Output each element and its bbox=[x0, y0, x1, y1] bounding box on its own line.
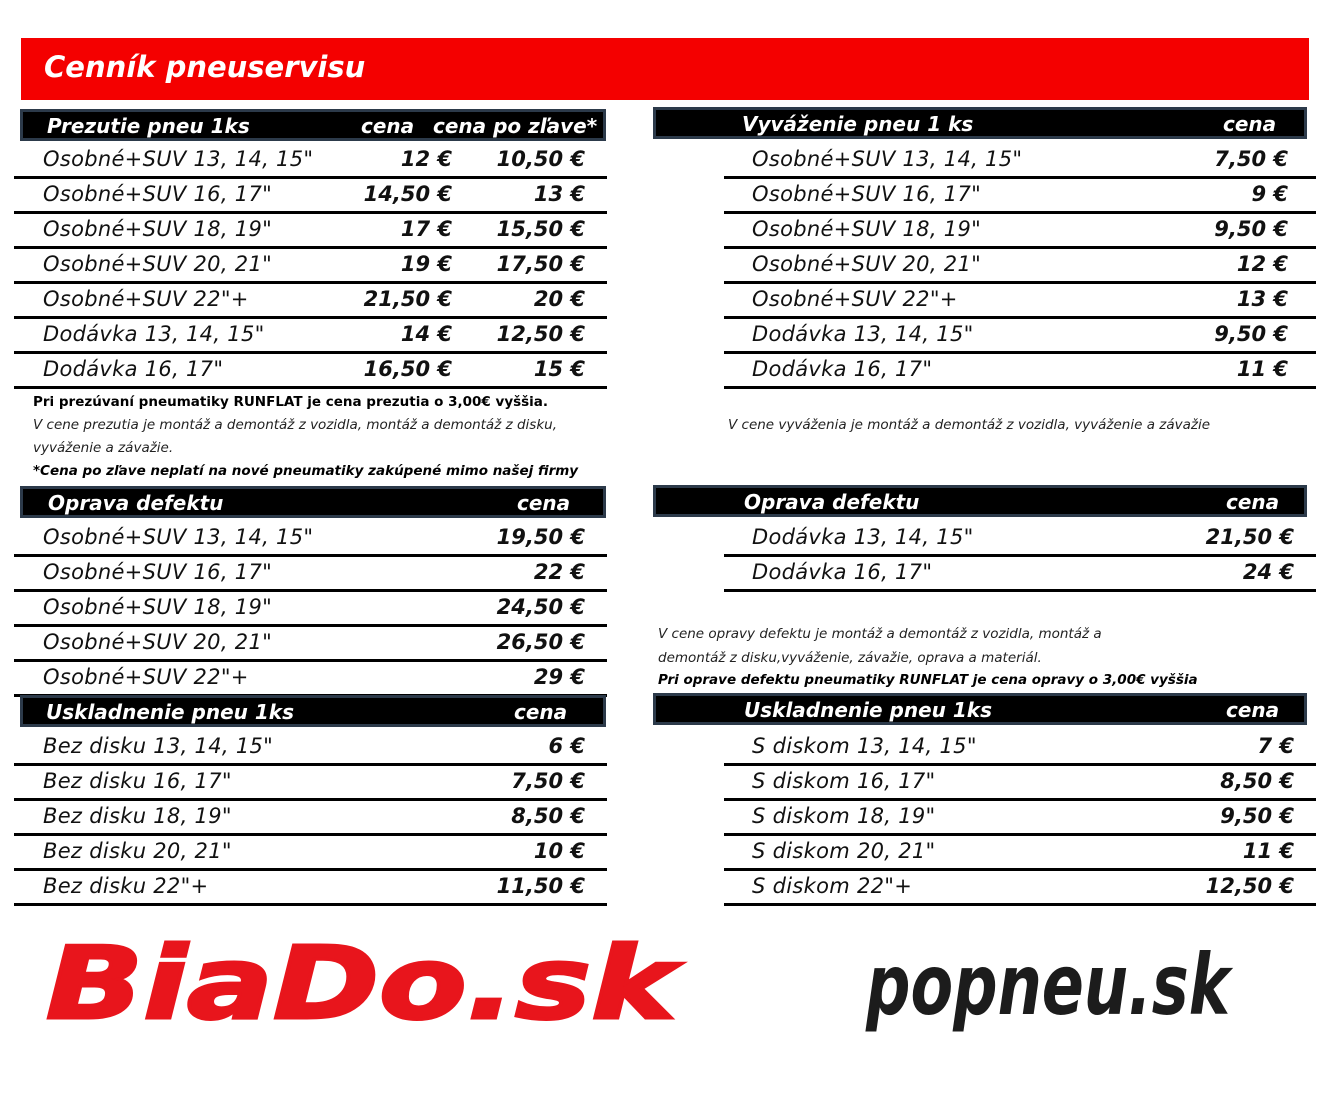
prezutie-row-price: 14 € bbox=[400, 322, 452, 346]
prezutie-row-price: 21,50 € bbox=[363, 287, 452, 311]
vyvazenie-row bbox=[724, 319, 1316, 354]
vyvazenie-row bbox=[724, 284, 1316, 319]
popneu-logo bbox=[862, 936, 1242, 1044]
uskladnenie-s-header-label: Uskladnenie pneu 1ks bbox=[744, 698, 992, 722]
oprava-osobne-row bbox=[14, 522, 607, 557]
uskladnenie-s-row-label: S diskom 22"+ bbox=[752, 874, 913, 898]
biado-logo bbox=[42, 925, 692, 1042]
prezutie-row-discount: 20 € bbox=[533, 287, 585, 311]
oprava-osobne-row bbox=[14, 557, 607, 592]
prezutie-row-label: Dodávka 16, 17" bbox=[43, 357, 224, 381]
vyvazenie-row bbox=[724, 179, 1316, 214]
uskladnenie-bez-row bbox=[14, 801, 607, 836]
vyvazenie-header bbox=[653, 107, 1307, 139]
uskladnenie-bez-row-price: 10 € bbox=[533, 839, 585, 863]
prezutie-row-label: Osobné+SUV 18, 19" bbox=[43, 217, 273, 241]
vyvazenie-row bbox=[724, 249, 1316, 284]
uskladnenie-bez-header bbox=[20, 695, 606, 727]
uskladnenie-bez-row bbox=[14, 731, 607, 766]
prezutie-row bbox=[14, 214, 607, 249]
uskladnenie-s-row bbox=[724, 871, 1316, 906]
oprava-osobne-row-label: Osobné+SUV 13, 14, 15" bbox=[43, 525, 314, 549]
uskladnenie-s-row-price: 8,50 € bbox=[1220, 769, 1294, 793]
oprava-osobne-row-price: 19,50 € bbox=[496, 525, 585, 549]
uskladnenie-bez-row-label: Bez disku 13, 14, 15" bbox=[43, 734, 274, 758]
uskladnenie-s-row-label: S diskom 16, 17" bbox=[752, 769, 936, 793]
oprava-osobne-row-price: 29 € bbox=[533, 665, 585, 689]
vyvazenie-row-price: 11 € bbox=[1236, 357, 1288, 381]
oprava-dodavka-row bbox=[724, 557, 1316, 592]
oprava-osobne-header-label: Oprava defektu bbox=[48, 491, 224, 515]
uskladnenie-bez-row-price: 6 € bbox=[548, 734, 585, 758]
prezutie-header bbox=[20, 109, 606, 141]
uskladnenie-s-row-price: 7 € bbox=[1257, 734, 1294, 758]
oprava-osobne-header bbox=[20, 486, 606, 518]
vyvazenie-row-label: Osobné+SUV 18, 19" bbox=[752, 217, 982, 241]
uskladnenie-bez-row-label: Bez disku 22"+ bbox=[43, 874, 209, 898]
prezutie-row-label: Dodávka 13, 14, 15" bbox=[43, 322, 265, 346]
vyvazenie-row-price: 9,50 € bbox=[1214, 217, 1288, 241]
oprava-dodavka-row-price: 24 € bbox=[1242, 560, 1294, 584]
prezutie-header-col2: cena po zľave* bbox=[433, 114, 598, 138]
uskladnenie-bez-row bbox=[14, 836, 607, 871]
oprava-osobne-row-label: Osobné+SUV 16, 17" bbox=[43, 560, 273, 584]
prezutie-note-discount: *Cena po zľave neplatí na nové pneumatiky zakúpené mimo našej firmy bbox=[33, 463, 579, 479]
oprava-dodavka-row-label: Dodávka 16, 17" bbox=[752, 560, 933, 584]
uskladnenie-bez-header-col1: cena bbox=[514, 700, 568, 724]
vyvazenie-row-price: 12 € bbox=[1236, 252, 1288, 276]
uskladnenie-s-header bbox=[653, 693, 1307, 725]
uskladnenie-s-row-label: S diskom 18, 19" bbox=[752, 804, 936, 828]
prezutie-row-price: 12 € bbox=[400, 147, 452, 171]
prezutie-row-discount: 17,50 € bbox=[496, 252, 585, 276]
prezutie-header-col1: cena bbox=[361, 114, 415, 138]
uskladnenie-s-header-col1: cena bbox=[1226, 698, 1280, 722]
oprava-osobne-row-label: Osobné+SUV 20, 21" bbox=[43, 630, 273, 654]
prezutie-row-price: 17 € bbox=[400, 217, 452, 241]
prezutie-row bbox=[14, 179, 607, 214]
uskladnenie-s-row-label: S diskom 20, 21" bbox=[752, 839, 936, 863]
oprava-dodavka-header bbox=[653, 485, 1307, 517]
uskladnenie-bez-row-price: 7,50 € bbox=[511, 769, 585, 793]
vyvazenie-row-price: 9 € bbox=[1251, 182, 1288, 206]
prezutie-row-discount: 15,50 € bbox=[496, 217, 585, 241]
prezutie-row bbox=[14, 144, 607, 179]
oprava-dodavka-row bbox=[724, 522, 1316, 557]
prezutie-note-runflat: Pri prezúvaní pneumatiky RUNFLAT je cena prezutia o 3,00€ vyššia. bbox=[33, 394, 549, 410]
oprava-dodavka-row-label: Dodávka 13, 14, 15" bbox=[752, 525, 974, 549]
prezutie-row-discount: 15 € bbox=[533, 357, 585, 381]
uskladnenie-bez-row bbox=[14, 766, 607, 801]
uskladnenie-s-row-label: S diskom 13, 14, 15" bbox=[752, 734, 977, 758]
prezutie-row-discount: 12,50 € bbox=[496, 322, 585, 346]
oprava-osobne-row bbox=[14, 662, 607, 697]
prezutie-row bbox=[14, 284, 607, 319]
vyvazenie-row-price: 13 € bbox=[1236, 287, 1288, 311]
vyvazenie-row-label: Dodávka 13, 14, 15" bbox=[752, 322, 974, 346]
uskladnenie-bez-row-price: 8,50 € bbox=[511, 804, 585, 828]
vyvazenie-row-label: Osobné+SUV 13, 14, 15" bbox=[752, 147, 1023, 171]
biado-logo-text: BiaDo.sk bbox=[46, 925, 684, 1042]
prezutie-row-label: Osobné+SUV 20, 21" bbox=[43, 252, 273, 276]
uskladnenie-s-row bbox=[724, 836, 1316, 871]
uskladnenie-bez-row-label: Bez disku 20, 21" bbox=[43, 839, 232, 863]
prezutie-row bbox=[14, 319, 607, 354]
uskladnenie-bez-row-label: Bez disku 18, 19" bbox=[43, 804, 232, 828]
vyvazenie-row-label: Osobné+SUV 16, 17" bbox=[752, 182, 982, 206]
vyvazenie-row-label: Dodávka 16, 17" bbox=[752, 357, 933, 381]
oprava-osobne-row-price: 22 € bbox=[533, 560, 585, 584]
vyvazenie-row bbox=[724, 144, 1316, 179]
oprava-osobne-row-price: 26,50 € bbox=[496, 630, 585, 654]
vyvazenie-row-price: 9,50 € bbox=[1214, 322, 1288, 346]
prezutie-row-price: 19 € bbox=[400, 252, 452, 276]
prezutie-row-price: 16,50 € bbox=[363, 357, 452, 381]
oprava-note-included: V cene opravy defektu je montáž a demontáž z vozidla, montáž a bbox=[658, 626, 1102, 642]
uskladnenie-s-row bbox=[724, 801, 1316, 836]
prezutie-row-label: Osobné+SUV 16, 17" bbox=[43, 182, 273, 206]
vyvazenie-row bbox=[724, 354, 1316, 389]
vyvazenie-row bbox=[724, 214, 1316, 249]
oprava-dodavka-row-price: 21,50 € bbox=[1205, 525, 1294, 549]
prezutie-row bbox=[14, 249, 607, 284]
page-title: Cenník pneuservisu bbox=[44, 50, 366, 84]
uskladnenie-s-row bbox=[724, 731, 1316, 766]
oprava-osobne-row-label: Osobné+SUV 18, 19" bbox=[43, 595, 273, 619]
vyvazenie-header-label: Vyváženie pneu 1 ks bbox=[742, 112, 974, 136]
uskladnenie-bez-row-label: Bez disku 16, 17" bbox=[43, 769, 232, 793]
popneu-logo-text: popneu.sk bbox=[865, 936, 1234, 1034]
oprava-osobne-row bbox=[14, 627, 607, 662]
uskladnenie-s-row-price: 9,50 € bbox=[1220, 804, 1294, 828]
prezutie-note-included: V cene prezutia je montáž a demontáž z vozidla, montáž a demontáž z disku, bbox=[33, 417, 557, 433]
prezutie-header-label: Prezutie pneu 1ks bbox=[47, 114, 250, 138]
uskladnenie-s-row-price: 12,50 € bbox=[1205, 874, 1294, 898]
oprava-dodavka-header-col1: cena bbox=[1226, 490, 1280, 514]
prezutie-row-label: Osobné+SUV 13, 14, 15" bbox=[43, 147, 314, 171]
vyvazenie-header-col1: cena bbox=[1223, 112, 1277, 136]
oprava-osobne-row-price: 24,50 € bbox=[496, 595, 585, 619]
prezutie-row-price: 14,50 € bbox=[363, 182, 452, 206]
oprava-osobne-header-col1: cena bbox=[517, 491, 571, 515]
oprava-note-runflat: Pri oprave defektu pneumatiky RUNFLAT je cena opravy o 3,00€ vyššia bbox=[658, 672, 1198, 688]
vyvazenie-note: V cene vyváženia je montáž a demontáž z vozidla, vyváženie a závažie bbox=[728, 417, 1211, 433]
prezutie-row-label: Osobné+SUV 22"+ bbox=[43, 287, 249, 311]
oprava-osobne-row-label: Osobné+SUV 22"+ bbox=[43, 665, 249, 689]
title-bar bbox=[21, 38, 1309, 100]
prezutie-note-included-2: vyváženie a závažie. bbox=[33, 440, 174, 456]
vyvazenie-row-label: Osobné+SUV 22"+ bbox=[752, 287, 958, 311]
uskladnenie-bez-header-label: Uskladnenie pneu 1ks bbox=[46, 700, 294, 724]
uskladnenie-s-row-price: 11 € bbox=[1242, 839, 1294, 863]
uskladnenie-s-row bbox=[724, 766, 1316, 801]
oprava-dodavka-header-label: Oprava defektu bbox=[744, 490, 920, 514]
oprava-note-included-2: demontáž z disku,vyváženie, závažie, oprava a materiál. bbox=[658, 650, 1042, 666]
prezutie-row bbox=[14, 354, 607, 389]
oprava-osobne-row bbox=[14, 592, 607, 627]
uskladnenie-bez-row bbox=[14, 871, 607, 906]
uskladnenie-bez-row-price: 11,50 € bbox=[496, 874, 585, 898]
prezutie-row-discount: 10,50 € bbox=[496, 147, 585, 171]
prezutie-row-discount: 13 € bbox=[533, 182, 585, 206]
vyvazenie-row-price: 7,50 € bbox=[1214, 147, 1288, 171]
vyvazenie-row-label: Osobné+SUV 20, 21" bbox=[752, 252, 982, 276]
